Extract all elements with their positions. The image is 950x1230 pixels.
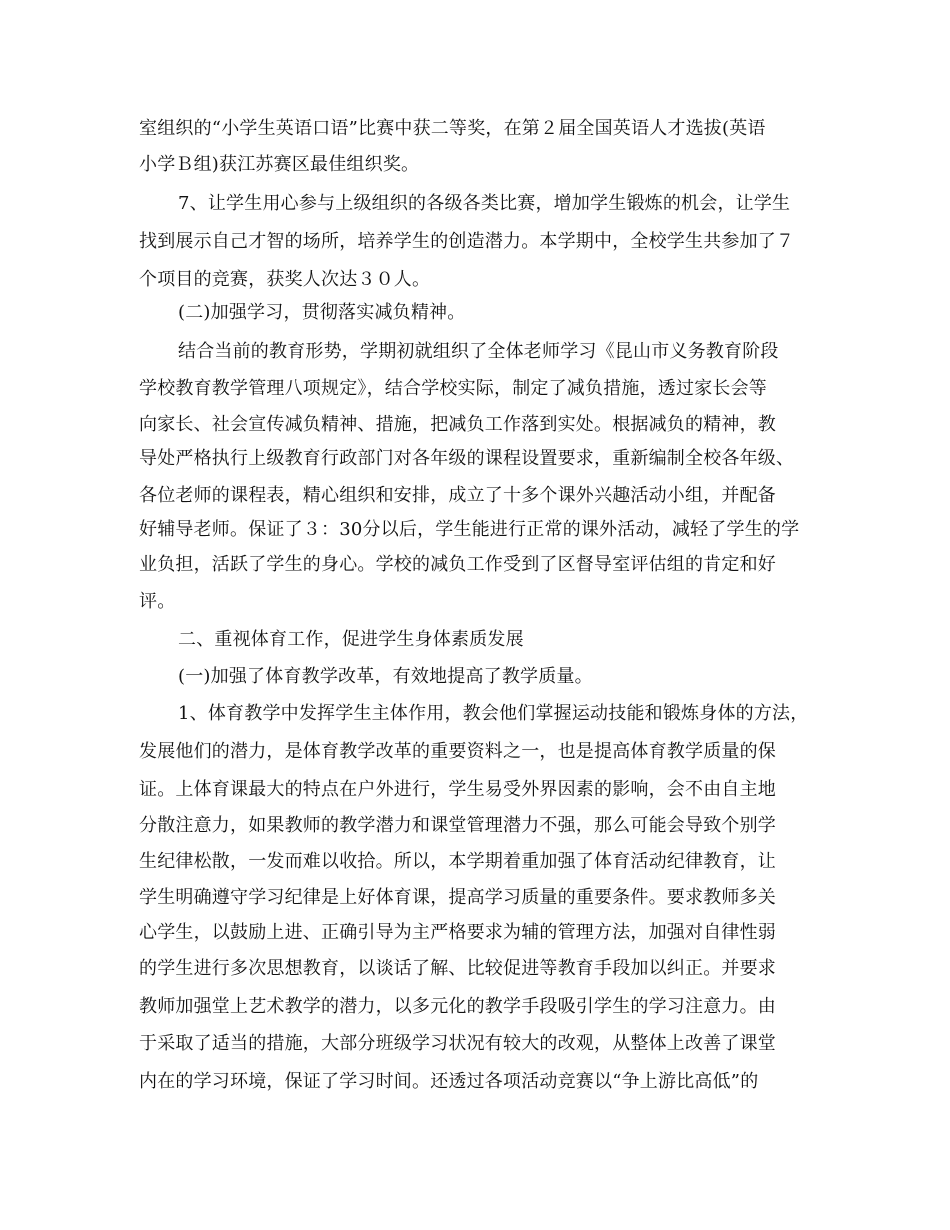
text-line: 生纪律松散，一发而难以收拾。所以，本学期着重加强了体育活动纪律教育，让 [139,851,776,872]
text-line: 教师加强堂上艺术教学的潜力，以多元化的教学手段吸引学生的学习注意力。由 [139,996,776,1017]
section-heading: 二、重视体育工作，促进学生身体素质发展 [178,629,524,650]
subsection-heading: (一)加强了体育教学改革，有效地提高了教学质量。 [178,666,593,687]
text-line: 分散注意力，如果教师的教学潜力和课堂管理潜力不强，那么可能会导致个别学 [139,815,776,836]
text-line: 评。 [139,591,176,612]
text-line: (二)加强学习，贯彻落实减负精神。 [178,302,466,323]
text-line: 学校教育教学管理八项规定》，结合学校实际，制定了减负措施，透过家长会等 [139,378,767,399]
text-line: 发展他们的潜力，是体育教学改革的重要资料之一，也是提高体育教学质量的保 [139,741,776,762]
text-line: 内在的学习环境，保证了学习时间。还透过各项活动竞赛以“争上游比高低”的 [139,1071,759,1092]
text-line: 学生明确遵守学习纪律是上好体育课，提高学习质量的重要条件。要求教师多关 [139,887,776,908]
text-line: 于采取了适当的措施，大部分班级学习状况有较大的改观，从整体上改善了课堂 [139,1033,776,1054]
text-line: 各位老师的课程表，精心组织和安排，成立了十多个课外兴趣活动小组，并配备 [139,485,776,506]
text-line: 向家长、社会宣传减负精神、措施，把减负工作落到实处。根据减负的精神，教 [139,414,776,435]
text-line: 1、体育教学中发挥学生主体作用，教会他们掌握运动技能和锻炼身体的方法， [178,703,809,724]
text-line: 结合当前的教育形势，学期初就组织了全体老师学习《昆山市义务教育阶段 [178,341,779,362]
text-line: 小学Ｂ组)获江苏赛区最佳组织奖。 [139,154,420,175]
text-line: 业负担，活跃了学生的身心。学校的减负工作受到了区督导室评估组的肯定和好 [139,554,776,575]
text-line: 导处严格执行上级教育行政部门对各年级的课程设置要求，重新编制全校各年级、 [139,448,795,469]
text-line: 个项目的竞赛，获奖人次达３０人。 [139,269,431,290]
text-line: 找到展示自己才智的场所，培养学生的创造潜力。本学期中，全校学生共参加了７ [139,231,795,252]
text-line: 室组织的“小学生英语口语”比赛中获二等奖，在第２届全国英语人才选拔(英语 [139,118,766,139]
text-line: 7、让学生用心参与上级组织的各级各类比赛，增加学生锻炼的机会，让学生 [178,193,791,214]
text-line: 心学生，以鼓励上进、正确引导为主严格要求为辅的管理方法，加强对自律性弱 [139,922,776,943]
text-line: 的学生进行多次思想教育，以谈话了解、比较促进等教育手段加以纠正。并要求 [139,958,776,979]
text-line: 证。上体育课最大的特点在户外进行，学生易受外界因素的影响，会不由自主地 [139,779,776,800]
text-line: 好辅导老师。保证了３：30分以后，学生能进行正常的课外活动，减轻了学生的学 [139,519,800,540]
